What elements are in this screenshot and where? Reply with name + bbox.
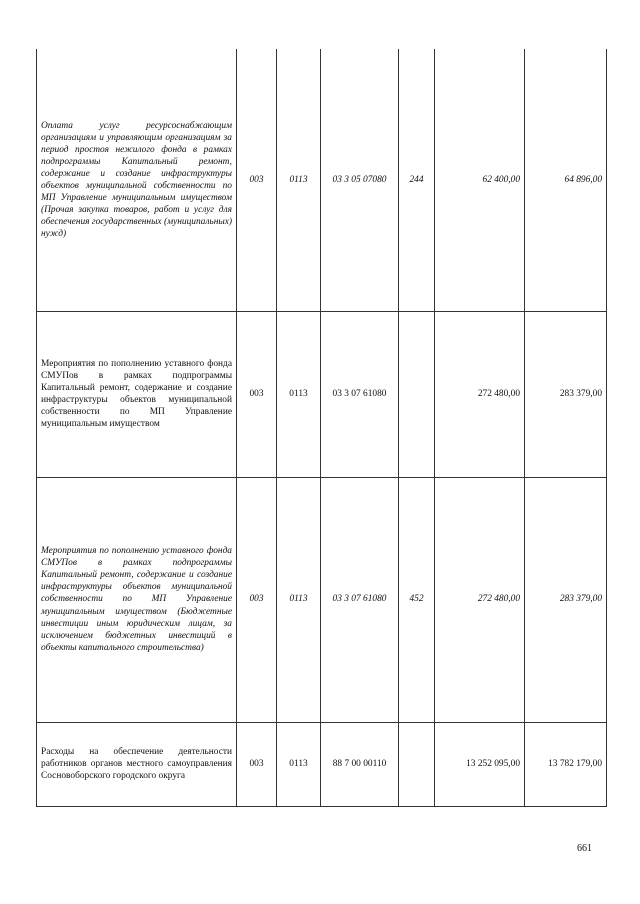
- row-section: 0113: [277, 49, 321, 311]
- row-amount-2: 283 379,00: [525, 477, 607, 722]
- row-description: Расходы на обеспечение деятельности работников органов местного самоуправления Сосновоборского городского округа: [37, 722, 237, 806]
- row-amount-1: 13 252 095,00: [435, 722, 525, 806]
- table-row: [37, 722, 607, 806]
- row-section: 0113: [277, 477, 321, 722]
- row-grbs: 003: [237, 311, 277, 477]
- row-grbs: 003: [237, 722, 277, 806]
- row-target-article: 88 7 00 00110: [321, 722, 399, 806]
- row-section: 0113: [277, 722, 321, 806]
- row-grbs: 003: [237, 477, 277, 722]
- row-amount-2: 64 896,00: [525, 49, 607, 311]
- table-row: [37, 477, 607, 722]
- row-description: Мероприятия по пополнению уставного фонда СМУПов в рамках подпрограммы Капитальный ремонт, содержание и создание инфраструктуры объектов муниципальной собственности по МП Управление муниципальным имуществом: [37, 311, 237, 477]
- row-target-article: 03 3 07 61080: [321, 477, 399, 722]
- row-expense-type: [399, 311, 435, 477]
- row-amount-2: 283 379,00: [525, 311, 607, 477]
- row-amount-2: 13 782 179,00: [525, 722, 607, 806]
- row-expense-type: [399, 722, 435, 806]
- row-amount-1: 272 480,00: [435, 311, 525, 477]
- row-expense-type: 244: [399, 49, 435, 311]
- row-section: 0113: [277, 311, 321, 477]
- budget-table: [36, 49, 607, 807]
- row-description: Мероприятия по пополнению уставного фонда СМУПов в рамках подпрограммы Капитальный ремонт, содержание и создание инфраструктуры объектов муниципальной собственности по МП Управление муниципальным имуществом (Бюджетные инвестиции иным юридическим лицам, за исключением бюджетных инвестиций в объекты капитального строительства): [37, 477, 237, 722]
- row-description: Оплата услуг ресурсоснабжающим организациям и управляющим организациям за период простоя нежилого фонда в рамках подпрограммы Капитальный ремонт, содержание и создание инфраструктуры объектов муниципальной собственности по МП Управление муниципальным имуществом (Прочая закупка товаров, работ и услуг для обеспечения государственных (муниципальных) нужд): [37, 49, 237, 311]
- row-expense-type: 452: [399, 477, 435, 722]
- row-target-article: 03 3 07 61080: [321, 311, 399, 477]
- table-row: [37, 49, 607, 311]
- page-number: 661: [577, 843, 592, 854]
- row-target-article: 03 3 05 07080: [321, 49, 399, 311]
- row-amount-1: 272 480,00: [435, 477, 525, 722]
- row-amount-1: 62 400,00: [435, 49, 525, 311]
- table-row: [37, 311, 607, 477]
- row-grbs: 003: [237, 49, 277, 311]
